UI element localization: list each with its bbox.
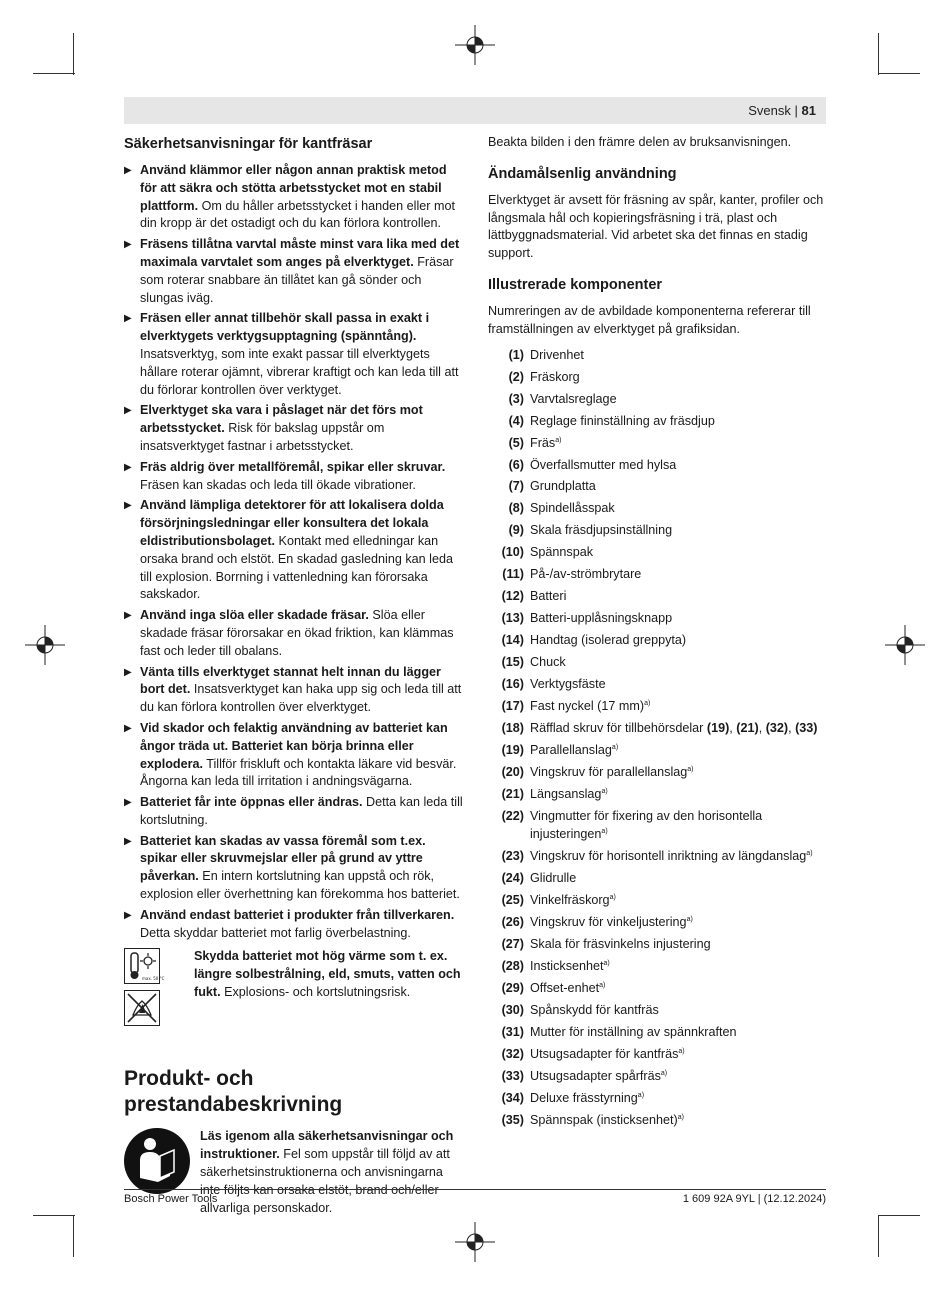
component-footnote: a) bbox=[599, 981, 606, 989]
component-item bbox=[488, 500, 828, 518]
component-label-wrap bbox=[524, 1024, 737, 1042]
safety-bullet bbox=[124, 794, 464, 830]
safety-bullet bbox=[124, 907, 464, 943]
component-item bbox=[488, 347, 828, 365]
component-label: På-/av-strömbrytare bbox=[530, 567, 642, 582]
components-intro: Numreringen av de avbildade komponenterna refererar till framställningen av elverktyget på grafiksidan. bbox=[488, 303, 811, 336]
component-number: (8) bbox=[508, 501, 524, 516]
component-label-wrap bbox=[524, 1002, 659, 1020]
component-number: (30) bbox=[501, 1002, 524, 1017]
bullet-text: Detta kan leda till kortslutning. bbox=[140, 795, 463, 827]
components-list bbox=[488, 347, 828, 1130]
component-label: Chuck bbox=[530, 655, 566, 670]
heat-warning bbox=[124, 948, 464, 1032]
bullet-text: En intern kortslutning kan uppstå och rök, explosion eller överhettning kan förekomma hos batteriet. bbox=[140, 869, 460, 902]
bullet-bold: Använd inga slöa eller skadade fräsar. bbox=[140, 608, 369, 623]
component-item bbox=[488, 936, 828, 954]
component-label: Spånskydd för kantfräs bbox=[530, 1002, 659, 1017]
bullet-bold: Använd klämmor eller någon annan praktisk metod för att säkra och stötta arbetsstycket mot en stabil plattform. bbox=[140, 163, 447, 213]
component-label-wrap bbox=[524, 764, 694, 782]
component-label: Fräskorg bbox=[530, 369, 580, 384]
component-label: Längsanslag bbox=[530, 787, 602, 802]
component-footnote: a) bbox=[637, 1091, 645, 1099]
component-number: (9) bbox=[508, 523, 524, 538]
heat-warning-bold: Skydda batteriet mot hög värme som t. ex. längre solbestrålning, eld, smuts, vatten och fukt. bbox=[194, 949, 461, 1000]
footer-divider bbox=[124, 1189, 826, 1190]
component-footnote: a) bbox=[603, 959, 610, 967]
bullet-bold: Vid skador och felaktig användning av batteriet kan ångor träda ut. Batteriet kan börja brinna eller explodera. bbox=[140, 720, 448, 771]
triangle-bullet-icon: ▶ bbox=[124, 797, 132, 809]
registration-mark-icon bbox=[455, 1222, 495, 1262]
component-footnote: a) bbox=[644, 700, 651, 708]
component-footnote: a) bbox=[601, 827, 608, 835]
crop-mark bbox=[33, 73, 75, 74]
bullet-text: Fräsar som roterar snabbare än tillåtet kan gå sönder och slungas iväg. bbox=[140, 254, 454, 305]
triangle-bullet-icon: ▶ bbox=[124, 239, 132, 251]
right-column bbox=[488, 134, 828, 1134]
component-item bbox=[488, 457, 828, 475]
component-item bbox=[488, 544, 828, 562]
safety-bullet bbox=[124, 720, 464, 791]
component-label: Grundplatta bbox=[530, 479, 596, 494]
component-label: Utsugsadapter för kantfräs bbox=[530, 1046, 679, 1061]
component-label-wrap bbox=[524, 435, 561, 453]
component-label: Deluxe frässtyrning bbox=[530, 1090, 638, 1105]
component-label-wrap bbox=[524, 808, 828, 844]
component-item bbox=[488, 676, 828, 694]
component-label: Skala fräsdjupsinställning bbox=[530, 523, 673, 538]
component-item bbox=[488, 1068, 828, 1086]
component-label-wrap bbox=[524, 1090, 644, 1108]
component-item bbox=[488, 566, 828, 584]
component-label-wrap bbox=[524, 632, 686, 650]
crop-mark bbox=[73, 1215, 74, 1257]
safety-bullet-list bbox=[124, 162, 464, 942]
safety-title: Säkerhetsanvisningar för kantfräsar bbox=[124, 136, 373, 152]
component-label-wrap bbox=[524, 522, 672, 540]
safety-bullet bbox=[124, 664, 464, 717]
intended-use-title: Ändamålsenlig användning bbox=[488, 165, 677, 182]
header-separator: | bbox=[794, 103, 798, 118]
registration-mark-icon bbox=[25, 625, 65, 665]
ref-sep: , bbox=[758, 721, 766, 736]
component-label-wrap bbox=[524, 892, 616, 910]
page-number: 81 bbox=[801, 103, 816, 118]
component-number: (17) bbox=[501, 699, 524, 714]
component-label: Skala för fräsvinkelns injustering bbox=[530, 936, 711, 951]
safety-bullet bbox=[124, 833, 464, 904]
no-water-fire-icon bbox=[124, 990, 160, 1026]
component-label-wrap bbox=[524, 698, 650, 716]
bullet-text: Insatsverktyg, som inte exakt passar till elverktygets hållare roterar ojämnt, vibrerar kraftigt och kan leda till att du förlorar kontrollen över verktyget. bbox=[140, 346, 459, 397]
bullet-bold: Batteriet får inte öppnas eller ändras. bbox=[140, 795, 363, 810]
component-label-wrap bbox=[524, 936, 711, 954]
component-item bbox=[488, 892, 828, 910]
component-item bbox=[488, 610, 828, 628]
thermometer-sun-icon bbox=[124, 948, 165, 984]
footer-brand: Bosch Power Tools bbox=[124, 1193, 218, 1205]
component-label-wrap bbox=[524, 347, 584, 365]
component-label-wrap bbox=[524, 588, 566, 606]
bullet-text: Fräsen kan skadas och leda till ökade vibrationer. bbox=[140, 477, 416, 492]
triangle-bullet-icon: ▶ bbox=[124, 835, 132, 847]
component-number: (14) bbox=[501, 633, 524, 648]
safety-bullet bbox=[124, 497, 464, 604]
component-item bbox=[488, 764, 828, 782]
bullet-bold: Använd endast batteriet i produkter från tillverkaren. bbox=[140, 907, 455, 922]
header-language: Svensk bbox=[748, 103, 791, 118]
component-number: (28) bbox=[501, 958, 524, 973]
ref-sep: , bbox=[729, 721, 737, 736]
bullet-text: Kontakt med elledningar kan orsaka brand och elstöt. En skadad gasledning kan leda till explosion. Borrning i vattenledning kan förorsaka sakskador. bbox=[140, 533, 453, 602]
component-label: Fräs bbox=[530, 435, 556, 450]
component-number: (23) bbox=[501, 849, 524, 864]
component-footnote: a) bbox=[555, 436, 562, 444]
component-number: (5) bbox=[508, 435, 524, 450]
component-label-wrap bbox=[524, 786, 608, 804]
component-label-wrap bbox=[524, 610, 672, 628]
component-item bbox=[488, 654, 828, 672]
component-label-wrap bbox=[524, 369, 580, 387]
component-item bbox=[488, 413, 828, 431]
component-item bbox=[488, 980, 828, 998]
triangle-bullet-icon: ▶ bbox=[124, 461, 132, 473]
crop-mark bbox=[878, 1215, 920, 1216]
component-footnote: a) bbox=[678, 1047, 685, 1055]
component-item bbox=[488, 914, 828, 932]
page-header bbox=[124, 97, 826, 124]
component-item bbox=[488, 1046, 828, 1064]
component-label-wrap bbox=[524, 654, 566, 672]
component-number: (26) bbox=[501, 914, 524, 929]
component-ref: (33) bbox=[795, 721, 818, 736]
crop-mark bbox=[878, 73, 920, 74]
component-number: (3) bbox=[508, 391, 524, 406]
component-footnote: a) bbox=[806, 849, 813, 857]
bullet-bold: Fräsen eller annat tillbehör skall passa in exakt i elverktygets verktygsupptagning (spänntång). bbox=[140, 311, 430, 344]
triangle-bullet-icon: ▶ bbox=[124, 405, 132, 417]
safety-bullet bbox=[124, 236, 464, 307]
safety-bullet bbox=[124, 162, 464, 233]
bullet-bold: Vänta tills elverktyget stannat helt innan du lägger bort det. bbox=[140, 664, 441, 697]
bullet-bold: Batteriet kan skadas av vassa föremål som t.ex. spikar eller skruvmejslar eller på grund av yttre påverkan. bbox=[140, 833, 426, 884]
triangle-bullet-icon: ▶ bbox=[124, 666, 132, 678]
heat-warning-text: Explosions- och kortslutningsrisk. bbox=[220, 985, 411, 1000]
registration-mark-icon bbox=[885, 625, 925, 665]
component-number: (7) bbox=[508, 479, 524, 494]
component-label-wrap bbox=[524, 676, 606, 694]
component-item bbox=[488, 1112, 828, 1130]
component-number: (16) bbox=[501, 677, 524, 692]
bullet-text: Risk för bakslag uppstår om insatsverktyget fastnar i arbetsstycket. bbox=[140, 421, 385, 453]
left-column bbox=[124, 134, 464, 1217]
component-label-wrap bbox=[524, 914, 693, 932]
triangle-bullet-icon: ▶ bbox=[124, 313, 132, 325]
component-label: Reglage fininställning av fräsdjup bbox=[530, 413, 715, 428]
components-title: Illustrerade komponenter bbox=[488, 276, 663, 293]
component-label-wrap bbox=[524, 500, 615, 518]
bullet-bold: Fräsens tillåtna varvtal måste minst vara lika med det maximala varvtalet som anges på elverktyget. bbox=[140, 237, 460, 269]
component-label: Spännspak bbox=[530, 545, 594, 560]
component-label: Vingskruv för parallellanslag bbox=[530, 765, 688, 780]
crop-mark bbox=[33, 1215, 75, 1216]
component-ref: (19) bbox=[706, 721, 730, 736]
component-number: (18) bbox=[501, 721, 524, 736]
component-number: (22) bbox=[501, 809, 524, 824]
registration-mark-icon bbox=[455, 25, 495, 65]
read-notice-bold: Läs igenom alla säkerhetsanvisningar och instruktioner. bbox=[200, 1129, 454, 1162]
component-label: Handtag (isolerad greppyta) bbox=[530, 633, 687, 648]
component-number: (25) bbox=[501, 893, 524, 907]
component-label: Glidrulle bbox=[530, 871, 577, 886]
component-ref: (21) bbox=[736, 721, 759, 736]
safety-bullet bbox=[124, 310, 464, 399]
component-item bbox=[488, 1002, 828, 1020]
safety-bullet bbox=[124, 459, 464, 495]
component-number: (1) bbox=[508, 347, 524, 362]
crop-mark bbox=[878, 33, 879, 75]
component-item bbox=[488, 808, 828, 844]
component-number: (35) bbox=[501, 1112, 524, 1127]
component-label: Spännspak (insticksenhet) bbox=[530, 1112, 678, 1127]
bullet-bold: Elverktyget ska vara i påslaget när det förs mot arbetsstycket. bbox=[140, 403, 423, 436]
component-label: Fast nyckel (17 mm) bbox=[530, 699, 645, 714]
component-label: Räfflad skruv för tillbehörsdelar bbox=[530, 721, 707, 736]
bullet-text: Insatsverktyget kan haka upp sig och leda till att du kan förlora kontrollen över elverktyget. bbox=[140, 682, 462, 715]
intended-use-text: Elverktyget är avsett för fräsning av spår, kanter, profiler och långsmala hål och kopieringsfräsning i trä, plast och lättbyggnadsmaterial. Vid arbetet ska det finnas en stadig support. bbox=[488, 192, 824, 261]
bullet-text: Om du håller arbetsstycket i handen eller mot din kropp är det ostadigt och du kan förlora kontrollen. bbox=[140, 198, 455, 231]
component-item bbox=[488, 435, 828, 453]
component-number: (31) bbox=[501, 1024, 524, 1039]
component-label: Drivenhet bbox=[530, 347, 584, 362]
component-label: Vingskruv för horisontell inriktning av längdanslag bbox=[530, 849, 807, 864]
component-item bbox=[488, 870, 828, 888]
component-ref: (32) bbox=[765, 721, 789, 736]
triangle-bullet-icon: ▶ bbox=[124, 165, 132, 176]
component-number: (20) bbox=[501, 765, 524, 780]
component-number: (29) bbox=[501, 980, 524, 995]
component-item bbox=[488, 720, 828, 738]
component-label: Batteri bbox=[530, 589, 567, 604]
ref-sep: , bbox=[788, 721, 796, 736]
component-label: Insticksenhet bbox=[530, 958, 604, 973]
intro-text: Beakta bilden i den främre delen av bruksanvisningen. bbox=[488, 135, 792, 149]
component-label: Parallellanslag bbox=[530, 743, 612, 758]
read-notice-text: Fel som uppstår till följd av att säkerhetsinstruktionerna och anvisningarna allvarliga personskador. bbox=[200, 1147, 450, 1215]
component-label: Mutter för inställning av spännkraften bbox=[530, 1024, 737, 1039]
component-label-wrap bbox=[524, 958, 610, 976]
component-label-wrap bbox=[524, 1046, 685, 1064]
component-label-wrap bbox=[524, 566, 641, 584]
component-number: (6) bbox=[508, 457, 524, 472]
footer-docnumber: 1 609 92A 9YL | (12.12.2024) bbox=[682, 1193, 826, 1205]
component-label: Verktygsfäste bbox=[530, 677, 606, 692]
component-label-wrap bbox=[524, 457, 676, 475]
component-item bbox=[488, 848, 828, 866]
component-number: (12) bbox=[501, 589, 524, 604]
component-label: Batteri-upplåsningsknapp bbox=[530, 611, 673, 626]
component-footnote: a) bbox=[677, 1113, 684, 1121]
component-label-wrap bbox=[524, 848, 813, 866]
component-item bbox=[488, 522, 828, 540]
component-number: (32) bbox=[501, 1046, 524, 1061]
component-label-wrap bbox=[524, 413, 715, 431]
component-label: Utsugsadapter spårfräs bbox=[530, 1068, 661, 1083]
component-label: Varvtalsreglage bbox=[530, 391, 617, 406]
component-number: (13) bbox=[501, 611, 524, 626]
component-label-wrap bbox=[524, 478, 596, 496]
component-item bbox=[488, 742, 828, 760]
component-number: (11) bbox=[502, 567, 524, 582]
component-label-wrap bbox=[524, 870, 576, 888]
component-footnote: a) bbox=[687, 766, 694, 774]
component-number: (10) bbox=[501, 545, 524, 560]
component-label-wrap bbox=[524, 1068, 667, 1086]
bullet-text: Tillför friskluft och kontakta läkare vid besvär. Ångorna kan leda till irritation i andningsvägarna. bbox=[140, 756, 457, 789]
component-footnote: a) bbox=[660, 1069, 668, 1077]
triangle-bullet-icon: ▶ bbox=[124, 722, 132, 734]
component-number: (21) bbox=[501, 787, 524, 802]
icon-label: max. 50 °C bbox=[142, 976, 165, 982]
component-footnote: a) bbox=[609, 893, 616, 901]
component-label: Vingmutter för fixering av den horisontella injusteringen bbox=[530, 809, 763, 842]
component-item bbox=[488, 632, 828, 650]
component-item bbox=[488, 1024, 828, 1042]
component-label: Överfallsmutter med hylsa bbox=[530, 457, 677, 472]
bullet-text: Slöa eller skadade fräsar förorsakar en ökad friktion, kan klämmas fast och leder till obalans. bbox=[140, 608, 454, 658]
component-label-wrap bbox=[524, 544, 593, 562]
component-item bbox=[488, 1090, 828, 1108]
triangle-bullet-icon: ▶ bbox=[124, 909, 132, 921]
bullet-bold: Fräs aldrig över metallföremål, spikar eller skruvar. bbox=[140, 459, 446, 474]
component-number: (33) bbox=[501, 1068, 524, 1083]
section-title: Produkt- och prestandabeskrivning bbox=[124, 1067, 343, 1117]
component-number: (24) bbox=[501, 871, 524, 886]
safety-bullet bbox=[124, 402, 464, 455]
component-label-wrap bbox=[524, 720, 818, 738]
component-number: (34) bbox=[501, 1090, 524, 1105]
component-number: (27) bbox=[501, 936, 524, 951]
component-item bbox=[488, 369, 828, 387]
component-number: (4) bbox=[508, 413, 524, 428]
component-item bbox=[488, 588, 828, 606]
component-label-wrap bbox=[524, 980, 605, 998]
component-footnote: a) bbox=[686, 915, 693, 923]
component-item bbox=[488, 698, 828, 716]
crop-mark bbox=[878, 1215, 879, 1257]
triangle-bullet-icon: ▶ bbox=[124, 610, 132, 622]
component-label-wrap bbox=[524, 742, 618, 760]
component-item bbox=[488, 786, 828, 804]
component-label-wrap bbox=[524, 391, 617, 409]
component-label: Vingskruv för vinkeljustering bbox=[530, 914, 687, 929]
crop-mark bbox=[73, 33, 74, 75]
triangle-bullet-icon: ▶ bbox=[124, 500, 132, 512]
component-item bbox=[488, 478, 828, 496]
component-number: (15) bbox=[501, 655, 524, 670]
component-footnote: a) bbox=[611, 744, 619, 752]
safety-bullet bbox=[124, 607, 464, 660]
component-label: Spindellåsspak bbox=[530, 501, 615, 516]
read-manual-icon bbox=[124, 1128, 190, 1194]
component-label-wrap bbox=[524, 1112, 684, 1130]
component-label: Offset-enhet bbox=[530, 980, 600, 995]
component-item bbox=[488, 391, 828, 409]
bullet-bold: Använd lämpliga detektorer för att lokalisera dolda försörjningsledningar eller konsultera det lokala eldistributionsbolaget. bbox=[140, 498, 444, 548]
component-item bbox=[488, 958, 828, 976]
component-number: (2) bbox=[508, 369, 524, 384]
component-label: Vinkelfräskorg bbox=[530, 893, 610, 907]
bullet-text: Detta skyddar batteriet mot farlig överbelastning. bbox=[140, 925, 411, 940]
component-number: (19) bbox=[501, 743, 524, 758]
component-footnote: a) bbox=[601, 788, 608, 796]
